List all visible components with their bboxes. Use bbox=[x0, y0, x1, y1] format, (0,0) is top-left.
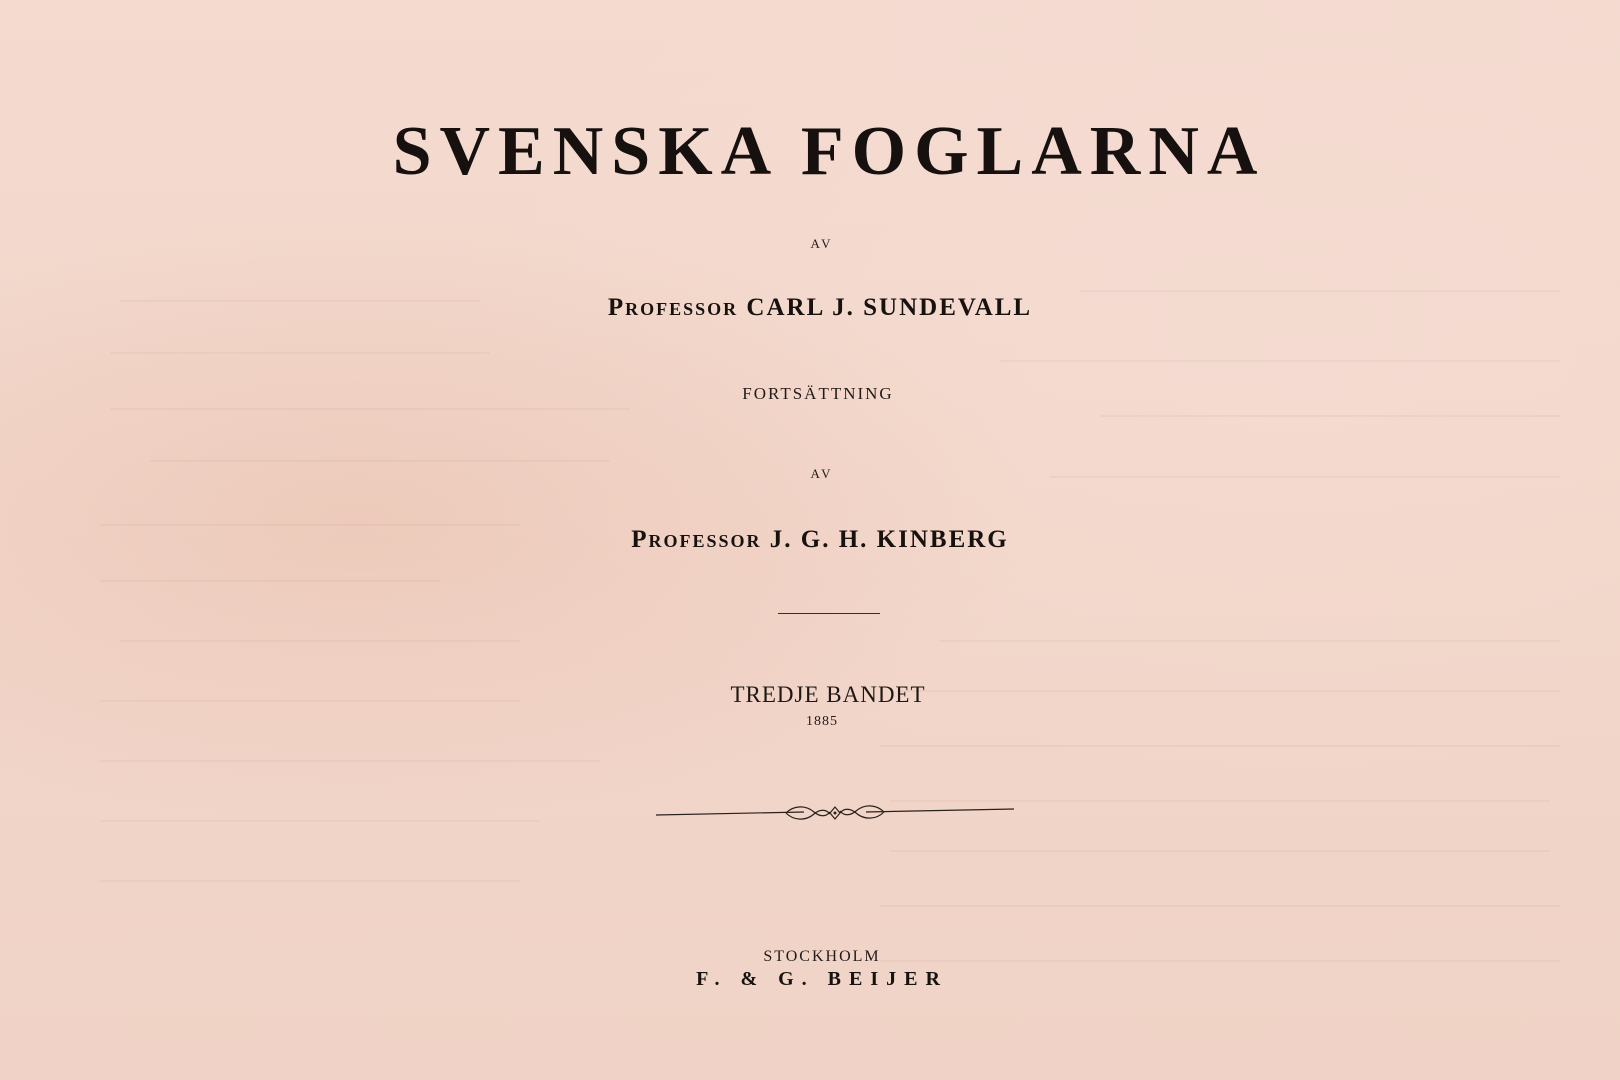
by-label-2: AV bbox=[810, 466, 834, 481]
by-label-1: AV bbox=[810, 236, 834, 251]
divider-rule bbox=[778, 613, 880, 614]
volume-label: TREDJE BANDET bbox=[730, 682, 926, 707]
publisher-name: F. & G. BEIJER bbox=[696, 968, 948, 990]
continuation-label: FORTSÄTTNING bbox=[742, 384, 894, 403]
publisher-city: STOCKHOLM bbox=[763, 948, 881, 965]
ornament-divider-icon bbox=[654, 801, 1016, 825]
author-1: Professor CARL J. SUNDEVALL bbox=[607, 294, 1033, 321]
author-2: Professor J. G. H. KINBERG bbox=[631, 526, 1009, 553]
book-title: SVENSKA FOGLARNA bbox=[392, 113, 1266, 190]
publication-year: 1885 bbox=[806, 714, 838, 729]
